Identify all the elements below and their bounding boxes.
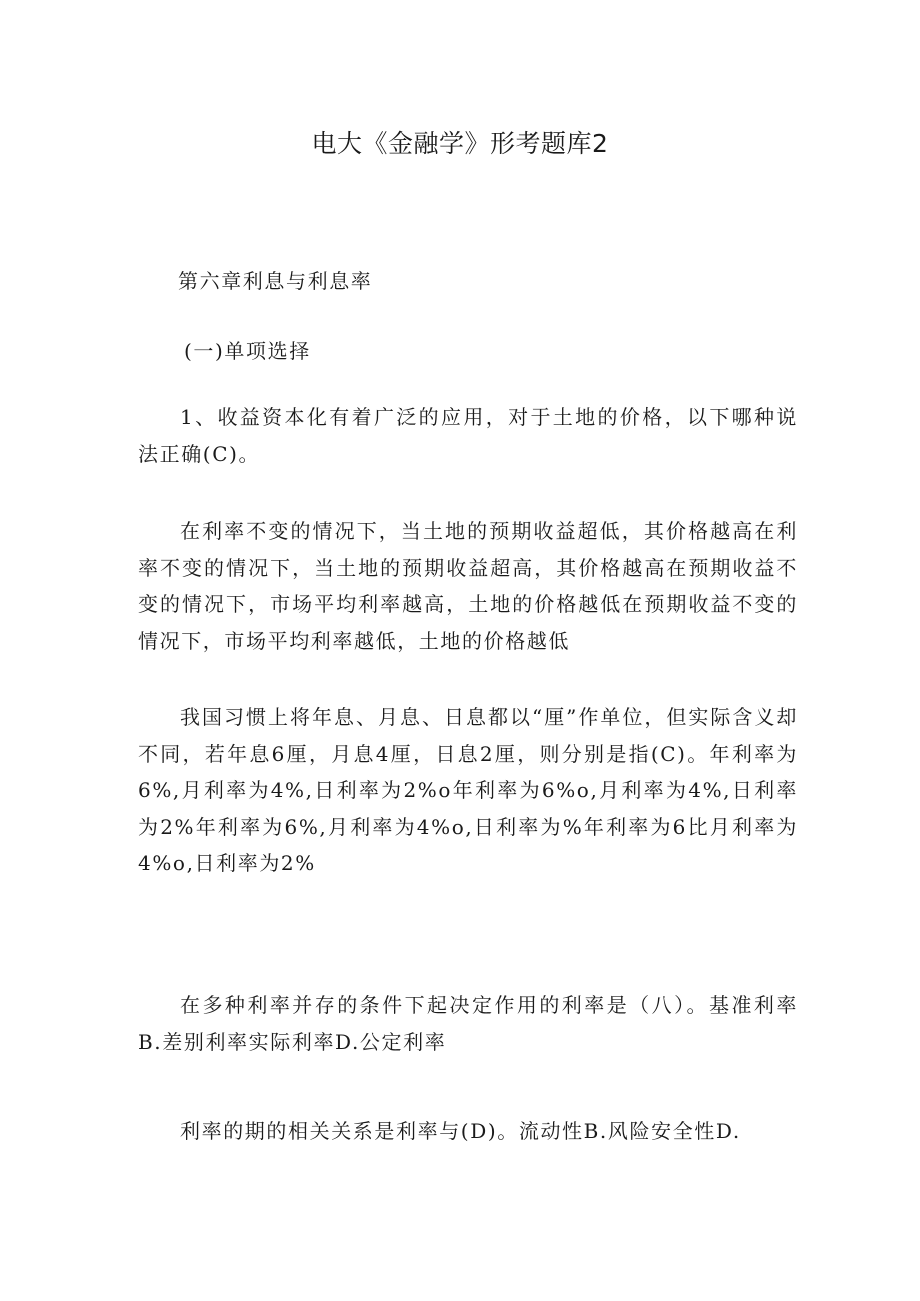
question-4: 利率的期的相关关系是利率与(D)。流动性B.风险安全性D.: [180, 1119, 741, 1143]
question-3: 在多种利率并存的条件下起决定作用的利率是（八）。基准利率B.差别利率实际利率D.公定利率: [138, 993, 798, 1054]
document-title: 电大《金融学》形考题库2: [311, 129, 609, 158]
chapter-heading: 第六章利息与利息率: [178, 269, 373, 293]
section-heading: (一)单项选择: [184, 339, 311, 363]
question-2: 我国习惯上将年息、月息、日息都以“厘”作单位，但实际含义却不同，若年息6厘，月息4厘，日息2厘，则分别是指(C)。年利率为6%,月利率为4%,日利率为2%o年利率为6%o,月利率为4%,日利率为2%年利率为6%,月利率为4%o,日利率为%年利率为6比月利率为4%o,日利率为2%: [138, 705, 798, 875]
question-1: 1、收益资本化有着广泛的应用，对于土地的价格，以下哪种说法正确(C)。: [138, 405, 798, 466]
question-1-options: 在利率不变的情况下，当土地的预期收益超低，其价格越高在利率不变的情况下，当土地的预期收益超高，其价格越高在预期收益不变的情况下，市场平均利率越高，土地的价格越低在预期收益不变的情况下，市场平均利率越低，土地的价格越低: [138, 519, 798, 653]
